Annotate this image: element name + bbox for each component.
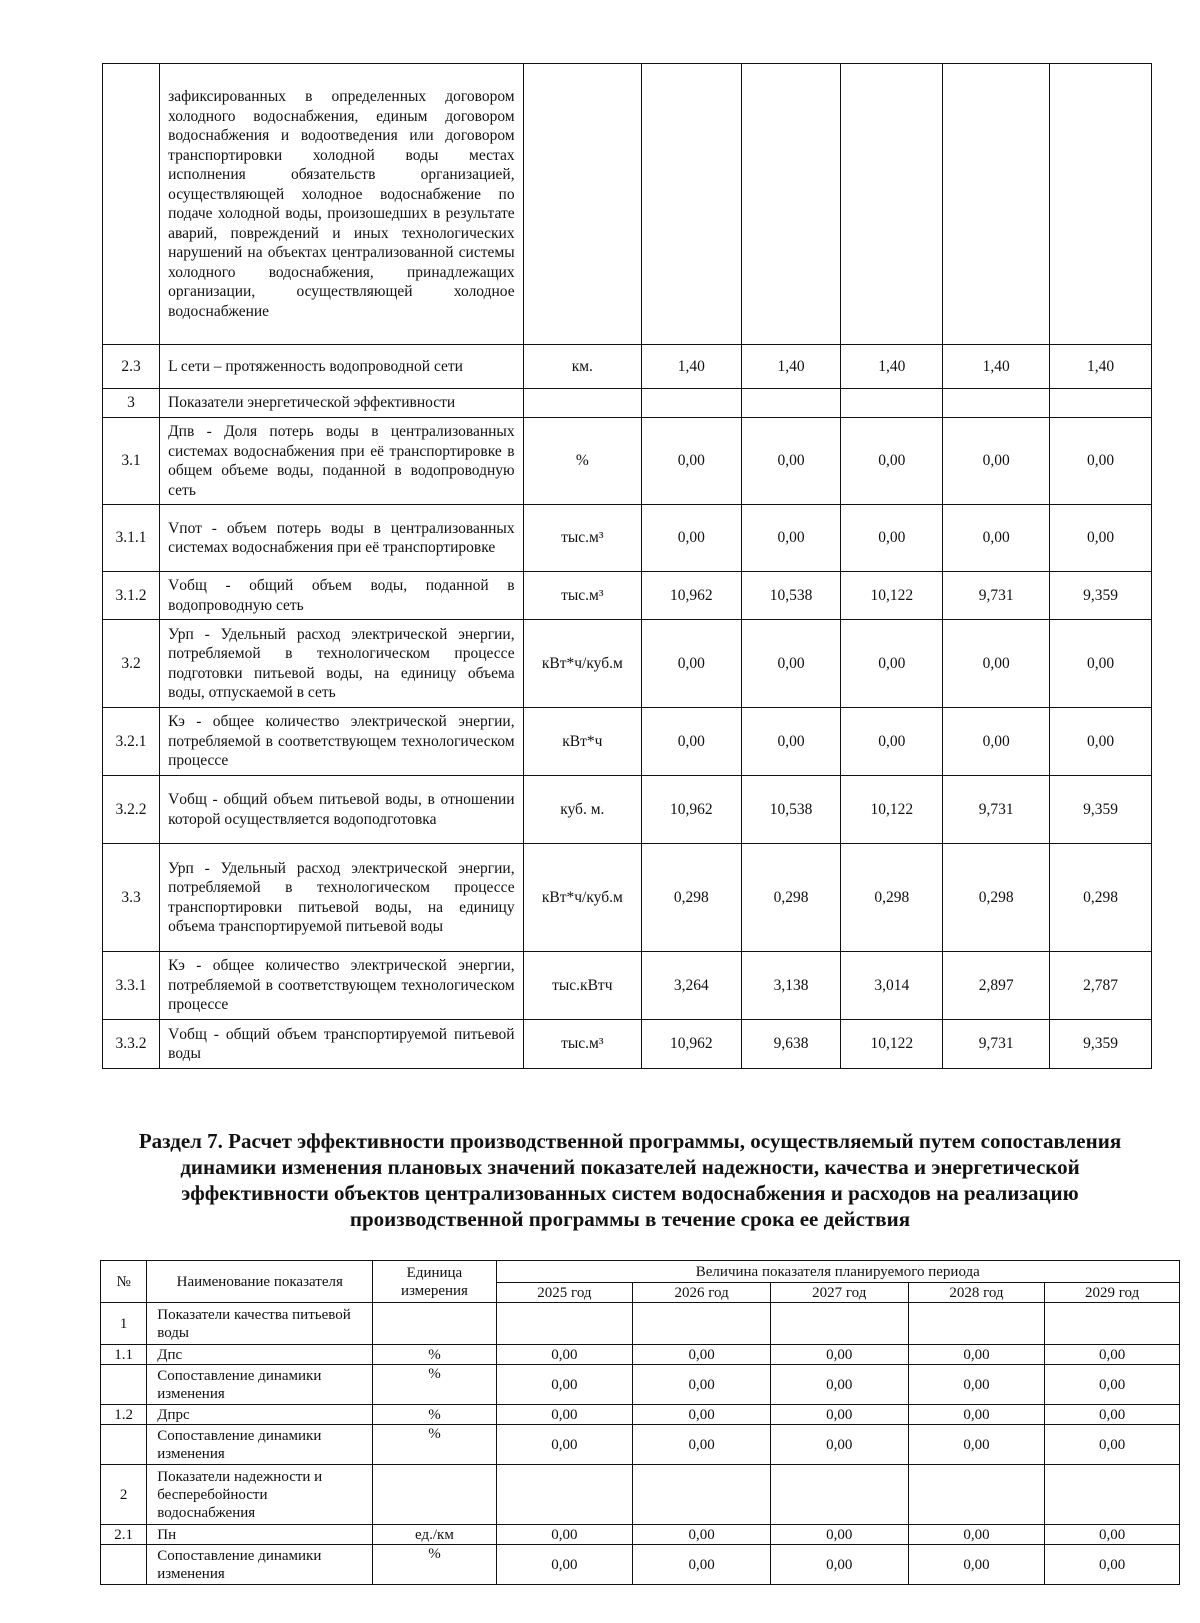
value-cell <box>741 389 841 418</box>
value-cell <box>1045 1303 1180 1345</box>
value-cell: 0,00 <box>496 1405 633 1425</box>
value-cell: 0,298 <box>642 844 742 952</box>
unit-cell: тыс.м³ <box>523 1020 641 1069</box>
row-number: 3.2.2 <box>103 776 160 844</box>
value-cell: 1,40 <box>943 345 1050 389</box>
indicator-name: Сопоставление динамики изменения <box>147 1545 373 1585</box>
unit-cell: куб. м. <box>523 776 641 844</box>
row-number: 3.2.1 <box>103 708 160 776</box>
row-number: 3.2 <box>103 620 160 708</box>
table-header-row <box>101 1261 1180 1283</box>
header-year: 2026 год <box>633 1283 771 1303</box>
value-cell: 0,00 <box>770 1345 908 1365</box>
indicator-name: Показатели надежности и бесперебойности водоснабжения <box>147 1465 373 1525</box>
value-cell <box>943 389 1050 418</box>
header-name: Наименование показателя <box>147 1261 373 1303</box>
row-number <box>101 1545 147 1585</box>
table-row <box>101 1545 1180 1585</box>
table-row <box>103 64 1152 345</box>
value-cell: 0,00 <box>633 1405 771 1425</box>
table-row <box>103 776 1152 844</box>
row-number: 3.3 <box>103 844 160 952</box>
row-number: 3.1.2 <box>103 572 160 620</box>
header-year: 2029 год <box>1045 1283 1180 1303</box>
indicator-name: Показатели энергетической эффективности <box>160 389 524 418</box>
indicator-name: Vобщ - общий объем воды, поданной в водопроводную сеть <box>160 572 524 620</box>
value-cell: 9,359 <box>1050 572 1152 620</box>
value-cell: 0,00 <box>908 1525 1045 1545</box>
value-cell: 0,00 <box>633 1425 771 1465</box>
value-cell: 10,122 <box>841 776 943 844</box>
value-cell: 0,00 <box>770 1405 908 1425</box>
value-cell: 0,00 <box>496 1365 633 1405</box>
value-cell: 2,897 <box>943 952 1050 1020</box>
value-cell: 10,962 <box>642 572 742 620</box>
table-row <box>103 345 1152 389</box>
value-cell <box>841 389 943 418</box>
row-number: 2 <box>101 1465 147 1525</box>
indicator-name: Дпв - Доля потерь воды в централизованных системах водоснабжения при её транспортировке в общем объеме воды, поданной в водопроводную сеть <box>160 418 524 505</box>
unit-cell: км. <box>523 345 641 389</box>
unit-cell: тыс.м³ <box>523 505 641 572</box>
value-cell: 9,359 <box>1050 776 1152 844</box>
row-number <box>101 1365 147 1405</box>
indicators-table <box>102 63 1152 1069</box>
value-cell: 1,40 <box>741 345 841 389</box>
value-cell: 10,962 <box>642 776 742 844</box>
value-cell: 0,00 <box>741 505 841 572</box>
indicator-name: Кэ - общее количество электрической энергии, потребляемой в соответствующем технологическом процессе <box>160 952 524 1020</box>
value-cell: 0,00 <box>841 708 943 776</box>
value-cell: 1,40 <box>642 345 742 389</box>
unit-cell <box>373 1465 496 1525</box>
table-row <box>103 708 1152 776</box>
value-cell: 0,00 <box>1050 620 1152 708</box>
value-cell: 0,298 <box>741 844 841 952</box>
unit-cell: кВт*ч <box>523 708 641 776</box>
row-number: 3.3.1 <box>103 952 160 1020</box>
value-cell: 0,00 <box>770 1365 908 1405</box>
value-cell: 2,787 <box>1050 952 1152 1020</box>
value-cell: 0,00 <box>1045 1365 1180 1405</box>
value-cell: 0,00 <box>642 620 742 708</box>
value-cell: 0,00 <box>1045 1525 1180 1545</box>
value-cell: 0,00 <box>841 505 943 572</box>
value-cell: 0,00 <box>496 1525 633 1545</box>
value-cell: 0,00 <box>770 1525 908 1545</box>
table-row <box>101 1345 1180 1365</box>
value-cell: 0,00 <box>741 418 841 505</box>
table-row <box>101 1303 1180 1345</box>
unit-cell <box>523 389 641 418</box>
unit-cell: кВт*ч/куб.м <box>523 620 641 708</box>
value-cell: 0,00 <box>841 620 943 708</box>
value-cell <box>770 1465 908 1525</box>
row-number: 1.2 <box>101 1405 147 1425</box>
value-cell: 0,00 <box>841 418 943 505</box>
value-cell: 0,00 <box>741 708 841 776</box>
indicator-name: Пн <box>147 1525 373 1545</box>
value-cell: 9,359 <box>1050 1020 1152 1069</box>
value-cell: 0,00 <box>1050 418 1152 505</box>
value-cell <box>642 389 742 418</box>
value-cell: 0,298 <box>943 844 1050 952</box>
value-cell: 0,00 <box>496 1425 633 1465</box>
row-number <box>103 64 160 345</box>
value-cell: 0,00 <box>1045 1405 1180 1425</box>
indicator-name: Показатели качества питьевой воды <box>147 1303 373 1345</box>
indicator-name: Vобщ - общий объем питьевой воды, в отношении которой осуществляется водоподготовка <box>160 776 524 844</box>
table-row <box>101 1465 1180 1525</box>
value-cell: 0,00 <box>633 1365 771 1405</box>
value-cell: 0,00 <box>496 1345 633 1365</box>
unit-cell: % <box>373 1545 496 1585</box>
header-period: Величина показателя планируемого периода <box>496 1261 1179 1283</box>
table-row <box>101 1425 1180 1465</box>
unit-cell: тыс.кВтч <box>523 952 641 1020</box>
value-cell <box>908 1465 1045 1525</box>
header-number: № <box>101 1261 147 1303</box>
indicator-name: зафиксированных в определенных договором холодного водоснабжения, единым договором водоснабжения и водоотведения или договором транспортировки холодной воды местах исполнения обязательств организацией, осуществляющей холодное водоснабжение по подаче холодной воды, произошедших в результате аварий, повреждений и иных технологических нарушений на объектах централизованной системы холодного водоснабжения, принадлежащих организации, осуществляющей холодное водоснабжение <box>160 64 524 345</box>
value-cell: 1,40 <box>841 345 943 389</box>
value-cell: 0,00 <box>1045 1545 1180 1585</box>
row-number: 3.3.2 <box>103 1020 160 1069</box>
value-cell <box>496 1465 633 1525</box>
header-year: 2027 год <box>770 1283 908 1303</box>
value-cell: 0,00 <box>496 1545 633 1585</box>
table-row <box>101 1525 1180 1545</box>
value-cell: 0,00 <box>633 1345 771 1365</box>
table-row <box>103 1020 1152 1069</box>
value-cell <box>633 1303 771 1345</box>
table-row <box>101 1405 1180 1425</box>
table-row <box>101 1365 1180 1405</box>
value-cell: 9,638 <box>741 1020 841 1069</box>
value-cell: 0,00 <box>908 1425 1045 1465</box>
value-cell: 3,264 <box>642 952 742 1020</box>
value-cell: 0,00 <box>642 708 742 776</box>
indicator-name: Урп - Удельный расход электрической энергии, потребляемой в технологическом процессе подготовки питьевой воды, на единицу объема воды, отпускаемой в сеть <box>160 620 524 708</box>
value-cell: 9,731 <box>943 572 1050 620</box>
value-cell: 10,538 <box>741 572 841 620</box>
unit-cell <box>373 1303 496 1345</box>
table-row <box>103 844 1152 952</box>
indicator-name: Vобщ - общий объем транспортируемой питьевой воды <box>160 1020 524 1069</box>
value-cell: 0,00 <box>1050 505 1152 572</box>
value-cell: 0,00 <box>1045 1345 1180 1365</box>
unit-cell: % <box>373 1345 496 1365</box>
value-cell: 0,298 <box>841 844 943 952</box>
indicator-name: L сети – протяженность водопроводной сети <box>160 345 524 389</box>
unit-cell: % <box>373 1365 496 1405</box>
unit-cell: кВт*ч/куб.м <box>523 844 641 952</box>
efficiency-table <box>100 1260 1180 1585</box>
value-cell: 9,731 <box>943 1020 1050 1069</box>
unit-cell: тыс.м³ <box>523 572 641 620</box>
value-cell: 3,014 <box>841 952 943 1020</box>
value-cell <box>1050 389 1152 418</box>
value-cell: 0,00 <box>908 1365 1045 1405</box>
indicator-name: Кэ - общее количество электрической энергии, потребляемой в соответствующем технологическом процессе <box>160 708 524 776</box>
row-number: 3 <box>103 389 160 418</box>
value-cell: 0,00 <box>908 1545 1045 1585</box>
value-cell: 0,00 <box>943 505 1050 572</box>
row-number: 1.1 <box>101 1345 147 1365</box>
value-cell <box>1045 1465 1180 1525</box>
indicator-name: Дпс <box>147 1345 373 1365</box>
value-cell: 3,138 <box>741 952 841 1020</box>
value-cell: 0,00 <box>741 620 841 708</box>
table-row <box>103 572 1152 620</box>
table-row <box>103 418 1152 505</box>
table-row <box>103 505 1152 572</box>
value-cell: 0,00 <box>633 1545 771 1585</box>
header-year: 2025 год <box>496 1283 633 1303</box>
table-row <box>103 389 1152 418</box>
value-cell: 0,00 <box>908 1345 1045 1365</box>
value-cell: 0,00 <box>1050 708 1152 776</box>
value-cell: 0,00 <box>633 1525 771 1545</box>
value-cell <box>908 1303 1045 1345</box>
value-cell: 0,00 <box>908 1405 1045 1425</box>
indicator-name: Дпрс <box>147 1405 373 1425</box>
value-cell: 10,122 <box>841 1020 943 1069</box>
unit-cell: ед./км <box>373 1525 496 1545</box>
unit-cell: % <box>523 418 641 505</box>
row-number: 3.1.1 <box>103 505 160 572</box>
value-cell: 10,122 <box>841 572 943 620</box>
value-cell <box>496 1303 633 1345</box>
value-cell <box>633 1465 771 1525</box>
row-number: 1 <box>101 1303 147 1345</box>
row-number: 2.3 <box>103 345 160 389</box>
value-cell: 0,298 <box>1050 844 1152 952</box>
value-cell: 9,731 <box>943 776 1050 844</box>
value-cell: 0,00 <box>642 505 742 572</box>
value-cell: 0,00 <box>943 708 1050 776</box>
value-cell: 10,962 <box>642 1020 742 1069</box>
value-cell: 10,538 <box>741 776 841 844</box>
header-unit: Единица измерения <box>373 1261 496 1303</box>
table-row <box>103 952 1152 1020</box>
value-cell: 0,00 <box>642 418 742 505</box>
indicator-name: Vпот - объем потерь воды в централизованных системах водоснабжения при её транспортировке <box>160 505 524 572</box>
row-number <box>101 1425 147 1465</box>
value-cell: 0,00 <box>943 418 1050 505</box>
section-7-title: Раздел 7. Расчет эффективности производственной программы, осуществляемый путем сопоставления динамики изменения плановых значений показателей надежности, качества и энергетической эффективности объектов централизованных систем водоснабжения и расходов на реализацию производственной программы в течение срока ее действия <box>138 1129 1122 1231</box>
value-cell: 0,00 <box>943 620 1050 708</box>
table-row <box>103 620 1152 708</box>
unit-cell: % <box>373 1405 496 1425</box>
header-year: 2028 год <box>908 1283 1045 1303</box>
unit-cell: % <box>373 1425 496 1465</box>
value-cell: 0,00 <box>770 1425 908 1465</box>
value-cell <box>770 1303 908 1345</box>
value-cell: 0,00 <box>1045 1425 1180 1465</box>
value-cell: 0,00 <box>770 1545 908 1585</box>
indicator-name: Урп - Удельный расход электрической энергии, потребляемой в технологическом процессе транспортировки питьевой воды, на единицу объема транспортируемой питьевой воды <box>160 844 524 952</box>
row-number: 2.1 <box>101 1525 147 1545</box>
row-number: 3.1 <box>103 418 160 505</box>
indicator-name: Сопоставление динамики изменения <box>147 1365 373 1405</box>
indicator-name: Сопоставление динамики изменения <box>147 1425 373 1465</box>
value-cell: 1,40 <box>1050 345 1152 389</box>
